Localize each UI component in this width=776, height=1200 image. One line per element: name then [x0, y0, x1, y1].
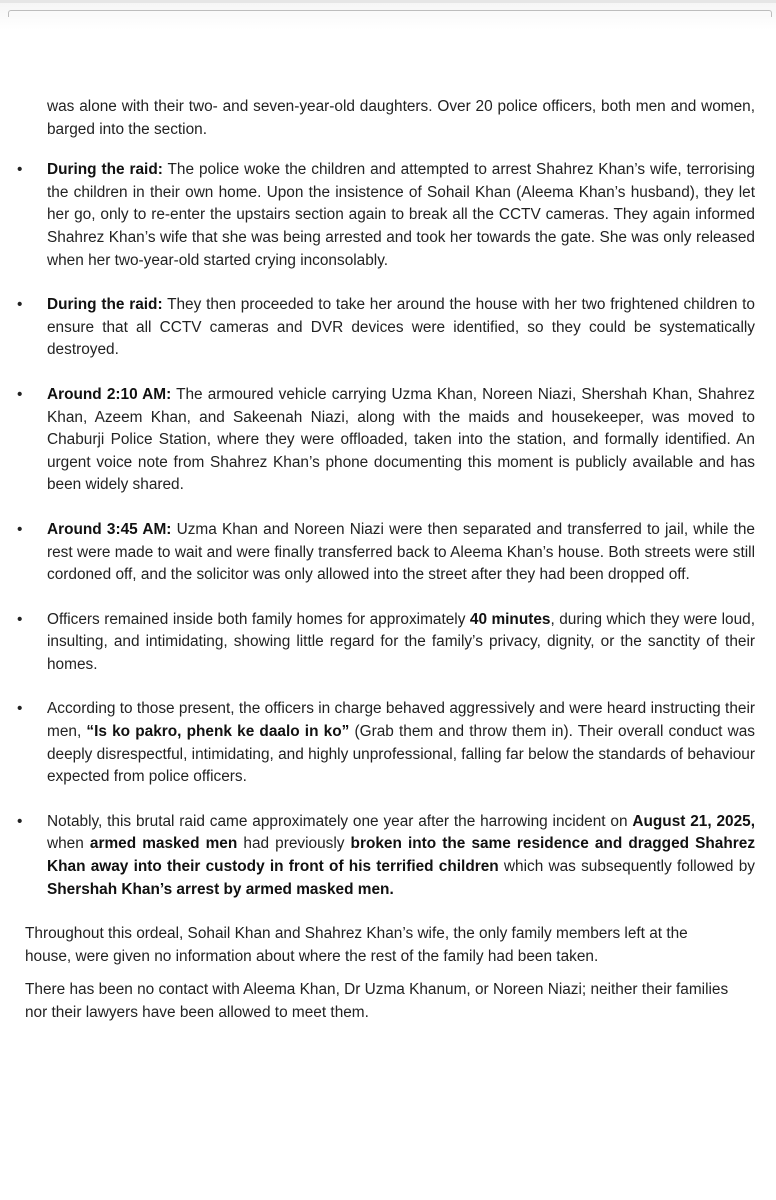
- bullet-lead: Around 2:10 AM:: [47, 385, 172, 403]
- bullet-dot: •: [17, 520, 23, 538]
- bullet-text: According to those present, the officers in charge behaved aggressively and were heard instructing their men,: [47, 700, 755, 741]
- bullet-dot: •: [17, 161, 23, 179]
- bullet-dot: •: [17, 385, 23, 403]
- bullet-text: (Grab them and throw them in). Their overall conduct was deeply disrespectful, intimidating, and highly unprofessional, falling far below the standards of behaviour expected from police officers.: [47, 723, 755, 786]
- bullet-notably: [0, 811, 776, 901]
- bullet-lead: During the raid:: [47, 161, 163, 179]
- bullet-text: which was subsequently followed by: [498, 858, 755, 876]
- intro-continuation: was alone with their two- and seven-year-old daughters. Over 20 police officers, both men and women, barged into the section.: [47, 98, 755, 138]
- bullet-text: , during which they were loud, insulting, and intimidating, showing little regard for the family’s privacy, dignity, or the sanctity of their homes.: [47, 610, 755, 673]
- bullet-dot: •: [17, 700, 23, 718]
- viewer-top-edge: [0, 0, 776, 3]
- bullet-list: [0, 159, 776, 901]
- bullet-text: The armoured vehicle carrying Uzma Khan, Noreen Niazi, Shershah Khan, Shahrez Khan, Azeem Khan, and Sakeenah Niazi, along with the maids and housekeeper, was moved to Chaburji Police Station, where they were offloaded, taken into the station, and formally identified. An urgent voice note from Shahrez Khan’s phone documenting this moment is publicly available and has been widely shared.: [47, 385, 756, 494]
- bullet-during-raid-1: [0, 159, 776, 272]
- paragraph-no-contact: There has been no contact with Aleema Khan, Dr Uzma Khanum, or Noreen Niazi; neither their families nor their lawyers have been allowed to meet them.: [25, 981, 729, 1021]
- bullet-dot: •: [17, 296, 23, 314]
- bullet-lead: During the raid:: [47, 296, 163, 314]
- bullet-according: [0, 698, 776, 788]
- previous-page-edge: [8, 10, 772, 17]
- bullet-officers-remained: [0, 609, 776, 677]
- bullet-dot: •: [17, 610, 23, 628]
- bullet-bold-phrase: armed masked men: [89, 835, 238, 853]
- document-body: [0, 96, 776, 1036]
- bullet-around-3-45: [0, 519, 776, 587]
- bullet-text: They then proceeded to take her around the house with her two frightened children to ensure that all CCTV cameras and DVR devices were identified, so they could be systematically destroyed.: [47, 296, 755, 359]
- bullet-during-raid-2: [0, 294, 776, 362]
- viewer-top-frame: [0, 0, 776, 30]
- bullet-text: Notably, this brutal raid came approximately one year after the harrowing incident on: [47, 812, 633, 830]
- bullet-text: The police woke the children and attempted to arrest Shahrez Khan’s wife, terrorising the children in their own home. Upon the insistence of Sohail Khan (Aleema Khan’s husband), they let her go, only to re-enter the upstairs section again to break all the CCTV cameras. They again informed Shahrez Khan’s wife that she was being arrested and took her towards the gate. She was only released when her two-year-old started crying inconsolably.: [47, 161, 755, 269]
- bullet-bold-quote: “Is ko pakro, phenk ke daalo in ko”: [86, 723, 350, 741]
- bullet-around-2-10: [0, 384, 776, 497]
- bullet-bold-duration: 40 minutes: [469, 610, 551, 628]
- paragraph-ordeal: Throughout this ordeal, Sohail Khan and Shahrez Khan’s wife, the only family members left at the house, were given no information about where the rest of the family had been taken.: [25, 925, 688, 965]
- bullet-bold-date: August 21, 2025,: [632, 812, 755, 830]
- bullet-text: had previously: [237, 835, 351, 853]
- bullet-bold-phrase: Shershah Khan’s arrest by armed masked men.: [47, 880, 394, 898]
- bullet-dot: •: [17, 812, 23, 830]
- bullet-lead: Around 3:45 AM:: [47, 520, 172, 538]
- bullet-text: when: [47, 835, 90, 853]
- bullet-text: Officers remained inside both family homes for approximately: [47, 610, 470, 628]
- bullet-bold-phrase: broken into the same residence and dragged Shahrez Khan away into their custody in front of his terrified children: [47, 835, 756, 876]
- bullet-text: Uzma Khan and Noreen Niazi were then separated and transferred to jail, while the rest were made to wait and were finally transferred back to Aleema Khan’s house. Both streets were still cordoned off, and the solicitor was only allowed into the street after they had been dropped off.: [47, 520, 755, 584]
